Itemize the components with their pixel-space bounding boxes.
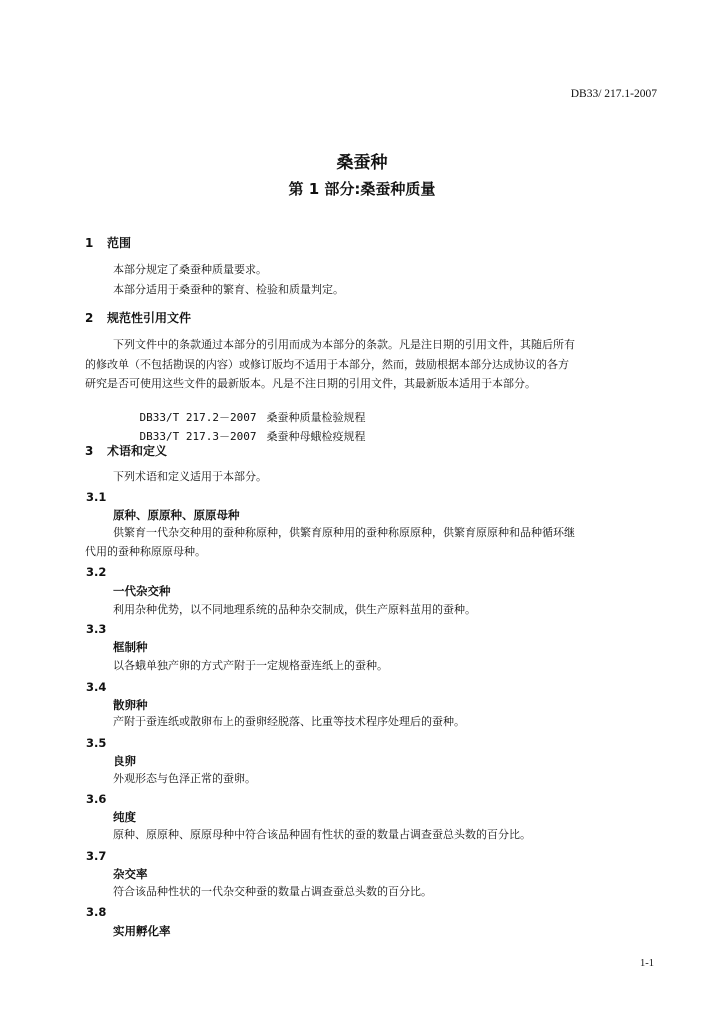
paragraph-line: 下列术语和定义适用于本部分。 (113, 470, 267, 483)
document-subtitle: 第 1 部分:桑蚕种质量 (288, 180, 436, 198)
term-definition: 利用杂种优势，以不同地理系统的品种杂交制成，供生产原料茧用的蚕种。 (113, 603, 476, 616)
term-number: 3.1 (86, 490, 107, 504)
paragraph-line: 的修改单（不包括勘误的内容）或修订版均不适用于本部分，然而，鼓励根据本部分达成协议的各方 (85, 358, 569, 371)
term-definition: 产附于蚕连纸或散卵布上的蚕卵经脱落、比重等技术程序处理后的蚕种。 (113, 715, 465, 728)
term-definition: 外观形态与色泽正常的蚕卵。 (113, 772, 256, 785)
reference-title: 桑蚕种母蛾检疫规程 (266, 430, 366, 443)
term-name: 散卵种 (113, 698, 148, 712)
term-definition: 符合该品种性状的一代杂交种蚕的数量占调查蚕总头数的百分比。 (113, 885, 432, 898)
term-name: 纯度 (113, 810, 136, 824)
section-number: 3 (85, 444, 94, 458)
term-number: 3.7 (86, 849, 107, 863)
section-heading-2 (85, 309, 191, 326)
term-number: 3.3 (86, 622, 107, 636)
term-number: 3.6 (86, 792, 107, 806)
term-name: 良卵 (113, 754, 136, 768)
document-title: 桑蚕种 (336, 153, 388, 173)
term-name: 框制种 (113, 640, 148, 654)
term-name: 原种、原原种、原原母种 (113, 508, 240, 522)
term-definition: 以各蛾单独产卵的方式产附于一定规格蚕连纸上的蚕种。 (113, 659, 388, 672)
term-definition: 供繁育一代杂交种用的蚕种称原种，供繁育原种用的蚕种称原原种，供繁育原原种和品种循环继 (113, 526, 575, 539)
term-number: 3.4 (86, 680, 107, 694)
reference-code: DB33/T 217.3－2007 (139, 430, 257, 443)
term-name: 实用孵化率 (113, 924, 171, 938)
term-name: 一代杂交种 (113, 584, 171, 598)
paragraph-line: 本部分规定了桑蚕种质量要求。 (113, 263, 267, 276)
paragraph-line: 研究是否可使用这些文件的最新版本。凡是不注日期的引用文件，其最新版本适用于本部分。 (85, 377, 536, 390)
reference-code: DB33/T 217.2－2007 (139, 411, 257, 424)
term-definition: 代用的蚕种称原原母种。 (85, 545, 206, 558)
section-heading-1 (85, 234, 131, 251)
section-number: 1 (85, 236, 94, 250)
term-name: 杂交率 (113, 867, 148, 881)
paragraph-line: 本部分适用于桑蚕种的繁育、检验和质量判定。 (113, 283, 344, 296)
term-number: 3.2 (86, 565, 107, 579)
section-title: 术语和定义 (107, 444, 168, 458)
section-heading-3 (85, 442, 167, 459)
term-number: 3.5 (86, 736, 107, 750)
page-number: 1-1 (640, 958, 654, 969)
section-number: 2 (85, 311, 94, 325)
term-number: 3.8 (86, 905, 107, 919)
section-title: 规范性引用文件 (107, 311, 192, 325)
paragraph-line: 下列文件中的条款通过本部分的引用而成为本部分的条款。凡是注日期的引用文件，其随后所有 (113, 338, 575, 351)
section-title: 范围 (107, 236, 132, 250)
standard-code: DB33/ 217.1-2007 (570, 88, 657, 100)
term-definition: 原种、原原种、原原母种中符合该品种固有性状的蚕的数量占调查蚕总头数的百分比。 (113, 828, 531, 841)
reference-title: 桑蚕种质量检验规程 (266, 411, 366, 424)
